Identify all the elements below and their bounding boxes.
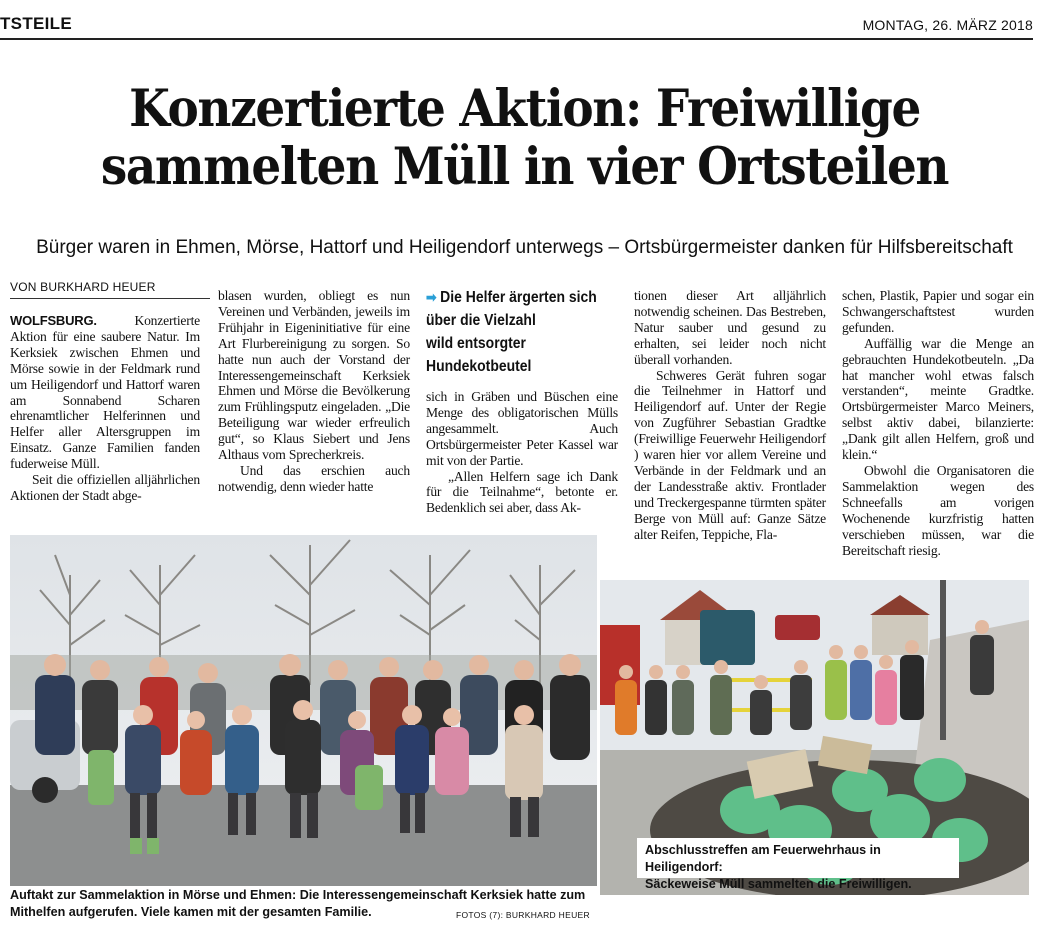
- header-rule: [0, 38, 1033, 40]
- paragraph: „Allen Helfern sage ich Dank für die Teilnahme“, betonte er. Bedenklich sei aber, dass Ak-: [426, 468, 618, 516]
- pull-quote-line: über die Vielzahl: [426, 312, 536, 329]
- paragraph-text: Konzertierte Aktion für eine saubere Natur. Im Kerksiek zwischen Ehmen und Mörse sowie in der Feldmark rund um Heiligendorf und Hattorf waren am Sonnabend Scharen ehrenamtlicher Helferinnen und Helfer aller Altersgruppen im Einsatz. Ganze Familien fanden fuderweise Müll.: [10, 313, 200, 472]
- photo-caption: [637, 838, 959, 891]
- pull-quote: [426, 286, 602, 378]
- issue-date: MONTAG, 26. MÄRZ 2018: [862, 17, 1033, 33]
- article-column-1: [10, 313, 200, 504]
- paragraph: Auffällig war die Menge an gebrauchten Hundekotbeuteln. „Da hat mancher wohl etwas falsch verstanden“, meinte Gradtke. Ortsbürgermeister Marco Meiners, selbst aktiv dabei, bilanzierte: „Dank gilt allen Helfern, groß und klein.“: [842, 335, 1034, 463]
- paragraph: sich in Gräben und Büschen eine Menge des obligatorischen Mülls angesammelt. Auch Ortsbürgermeister Peter Kassel war mit von der Partie.: [426, 389, 618, 468]
- photo-credit: FOTOS (7): BURKHARD HEUER: [456, 910, 590, 920]
- article-column-5: [842, 288, 1034, 558]
- headline: [42, 80, 1007, 196]
- pull-quote-line: Hundekotbeutel: [426, 358, 532, 375]
- caption-line: Säckeweise Müll sammelten die Freiwilligen.: [645, 877, 912, 891]
- group-photo: [10, 535, 597, 886]
- paragraph: Und das erschien auch notwendig, denn wieder hatte: [218, 462, 410, 494]
- arrow-right-icon: ➡: [426, 289, 437, 305]
- caption-line: Mithelfen aufgerufen. Viele kamen mit der gesamten Familie.: [10, 905, 372, 919]
- caption-line: Auftakt zur Sammelaktion in Mörse und Ehmen: Die Interessengemeinschaft Kerksiek hatte zum: [10, 888, 586, 902]
- article-column-3: [426, 389, 618, 516]
- pull-quote-line: Die Helfer ärgerten sich: [440, 289, 597, 306]
- pull-quote-line: wild entsorgter: [426, 335, 526, 352]
- paragraph: Seit die offiziellen alljährlichen Aktionen der Stadt abge-: [10, 472, 200, 503]
- article-column-2: [218, 288, 410, 495]
- paragraph: tionen dieser Art alljährlich notwendig scheinen. Das Bestreben, Natur sauber und gesund zu erhalten, sei leider noch nicht überall vorhanden.: [634, 288, 826, 367]
- headline-line-2: sammelten Müll in vier Ortsteilen: [100, 137, 949, 197]
- subheadline: Bürger waren in Ehmen, Mörse, Hattorf und Heiligendorf unterwegs – Ortsbürgermeister danken für Hilfsbereitschaft: [36, 237, 1013, 258]
- dateline: WOLFSBURG.: [10, 313, 97, 328]
- byline: VON BURKHARD HEUER: [10, 280, 210, 299]
- paragraph: Schweres Gerät fuhren sogar die Teilnehmer in Hattorf und Heiligendorf auf. Unter der Regie von Zugführer Sebastian Gradtke (Freiwillige Feuerwehr Heiligendorf ) waren hier vor allem Vereine und Verbände in der Feldmark und an der Landesstraße aktiv. Frontlader und Treckergespanne türmten später Berge von Müll auf: Ganze Sätze alter Reifen, Teppiche, Fla-: [634, 367, 826, 542]
- paragraph: Obwohl die Organisatoren die Sammelaktion wegen des Schneefalls am vorigen Wochenende kurzfristig hatten verschieben müssen, war die Bereitschaft riesig.: [842, 462, 1034, 558]
- paragraph: [10, 313, 200, 472]
- group-photo-image: [10, 535, 597, 886]
- caption-line: Abschlusstreffen am Feuerwehrhaus in Heiligendorf:: [645, 843, 881, 874]
- section-name: TSTEILE: [0, 14, 72, 33]
- headline-line-1: Konzertierte Aktion: Freiwillige: [129, 79, 920, 139]
- paragraph: schen, Plastik, Papier und sogar ein Schwangerschaftstest wurden gefunden.: [842, 288, 1034, 335]
- article-column-4: [634, 288, 826, 543]
- paragraph: blasen wurden, obliegt es nun Vereinen und Verbänden, jeweils im Frühjahr in Eigeninitiative für eine Art Flurbereinigung zu sorgen. So hatte nun auch der Vorstand der Interessengemeinschaft Kerksiek Ehmen und Mörse die Bevölkerung zum Frühlingsputz eingeladen. „Die Beteiligung war wieder erfreulich gut“, so Klaus Siebert und Jens Althaus vom Sprecherkreis.: [218, 288, 410, 463]
